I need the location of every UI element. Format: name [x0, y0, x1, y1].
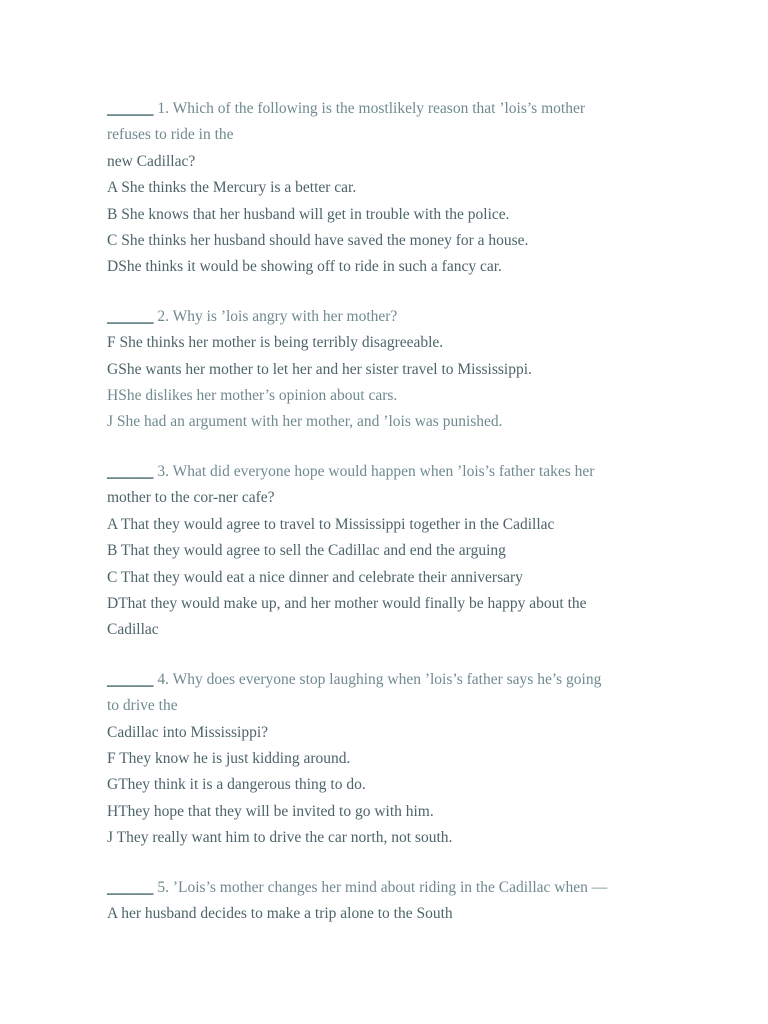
- question-stem-line: new Cadillac?: [107, 152, 196, 170]
- question-4: [107, 667, 667, 852]
- question-text: 4. Why does everyone stop laughing when ’lois’s father says he’s going: [157, 670, 602, 688]
- answer-option-g: GShe wants her mother to let her and her sister travel to Mississippi.: [107, 360, 532, 378]
- answer-option-j: J They really want him to drive the car north, not south.: [107, 829, 453, 847]
- question-stem-line: Cadillac into Mississippi?: [107, 723, 269, 741]
- answer-option-b: B She knows that her husband will get in trouble with the police.: [107, 205, 510, 223]
- question-3: [107, 459, 667, 644]
- question-text: 5. ’Lois’s mother changes her mind about riding in the Cadillac when —: [157, 878, 608, 896]
- question-stem-line: refuses to ride in the: [107, 126, 234, 144]
- question-stem-line: [107, 667, 667, 693]
- question-text: 1. Which of the following is the mostlikely reason that ’lois’s mother: [157, 100, 585, 117]
- answer-option-d-continued: Cadillac: [107, 621, 159, 639]
- question-stem-line: [107, 459, 667, 485]
- answer-option-f: F They know he is just kidding around.: [107, 749, 351, 767]
- answer-option-a: A That they would agree to travel to Mississippi together in the Cadillac: [107, 515, 555, 533]
- answer-option-c: C She thinks her husband should have saved the money for a house.: [107, 232, 529, 250]
- answer-option-d: DThat they would make up, and her mother would finally be happy about the: [107, 594, 587, 612]
- answer-option-a: A her husband decides to make a trip alone to the South: [107, 904, 453, 922]
- answer-blank[interactable]: ______: [107, 462, 154, 480]
- answer-option-j: J She had an argument with her mother, and ’lois was punished.: [107, 413, 503, 431]
- answer-blank[interactable]: ______: [107, 307, 154, 325]
- question-5: [107, 875, 667, 928]
- answer-option-d: DShe thinks it would be showing off to ride in such a fancy car.: [107, 258, 502, 276]
- answer-option-h: HThey hope that they will be invited to go with him.: [107, 802, 434, 820]
- answer-option-h: HShe dislikes her mother’s opinion about cars.: [107, 387, 398, 405]
- answer-option-b: B That they would agree to sell the Cadillac and end the arguing: [107, 542, 506, 560]
- answer-blank[interactable]: ______: [107, 100, 154, 117]
- answer-blank[interactable]: ______: [107, 878, 154, 896]
- answer-option-c: C That they would eat a nice dinner and celebrate their anniversary: [107, 568, 523, 586]
- question-stem-line: [107, 96, 667, 122]
- answer-option-g: GThey think it is a dangerous thing to do.: [107, 776, 366, 794]
- answer-option-a: A She thinks the Mercury is a better car.: [107, 179, 357, 197]
- question-text: 2. Why is ’lois angry with her mother?: [157, 307, 398, 325]
- question-stem-line: mother to the cor-ner cafe?: [107, 489, 275, 507]
- question-1: [107, 96, 667, 281]
- question-stem-line: to drive the: [107, 697, 178, 715]
- answer-option-f: F She thinks her mother is being terribly disagreeable.: [107, 334, 444, 352]
- question-2: [107, 304, 667, 436]
- answer-blank[interactable]: ______: [107, 670, 154, 688]
- question-text: 3. What did everyone hope would happen when ’lois’s father takes her: [157, 462, 595, 480]
- question-stem-line: [107, 875, 667, 901]
- question-stem-line: [107, 304, 667, 330]
- worksheet-page: [107, 96, 667, 950]
